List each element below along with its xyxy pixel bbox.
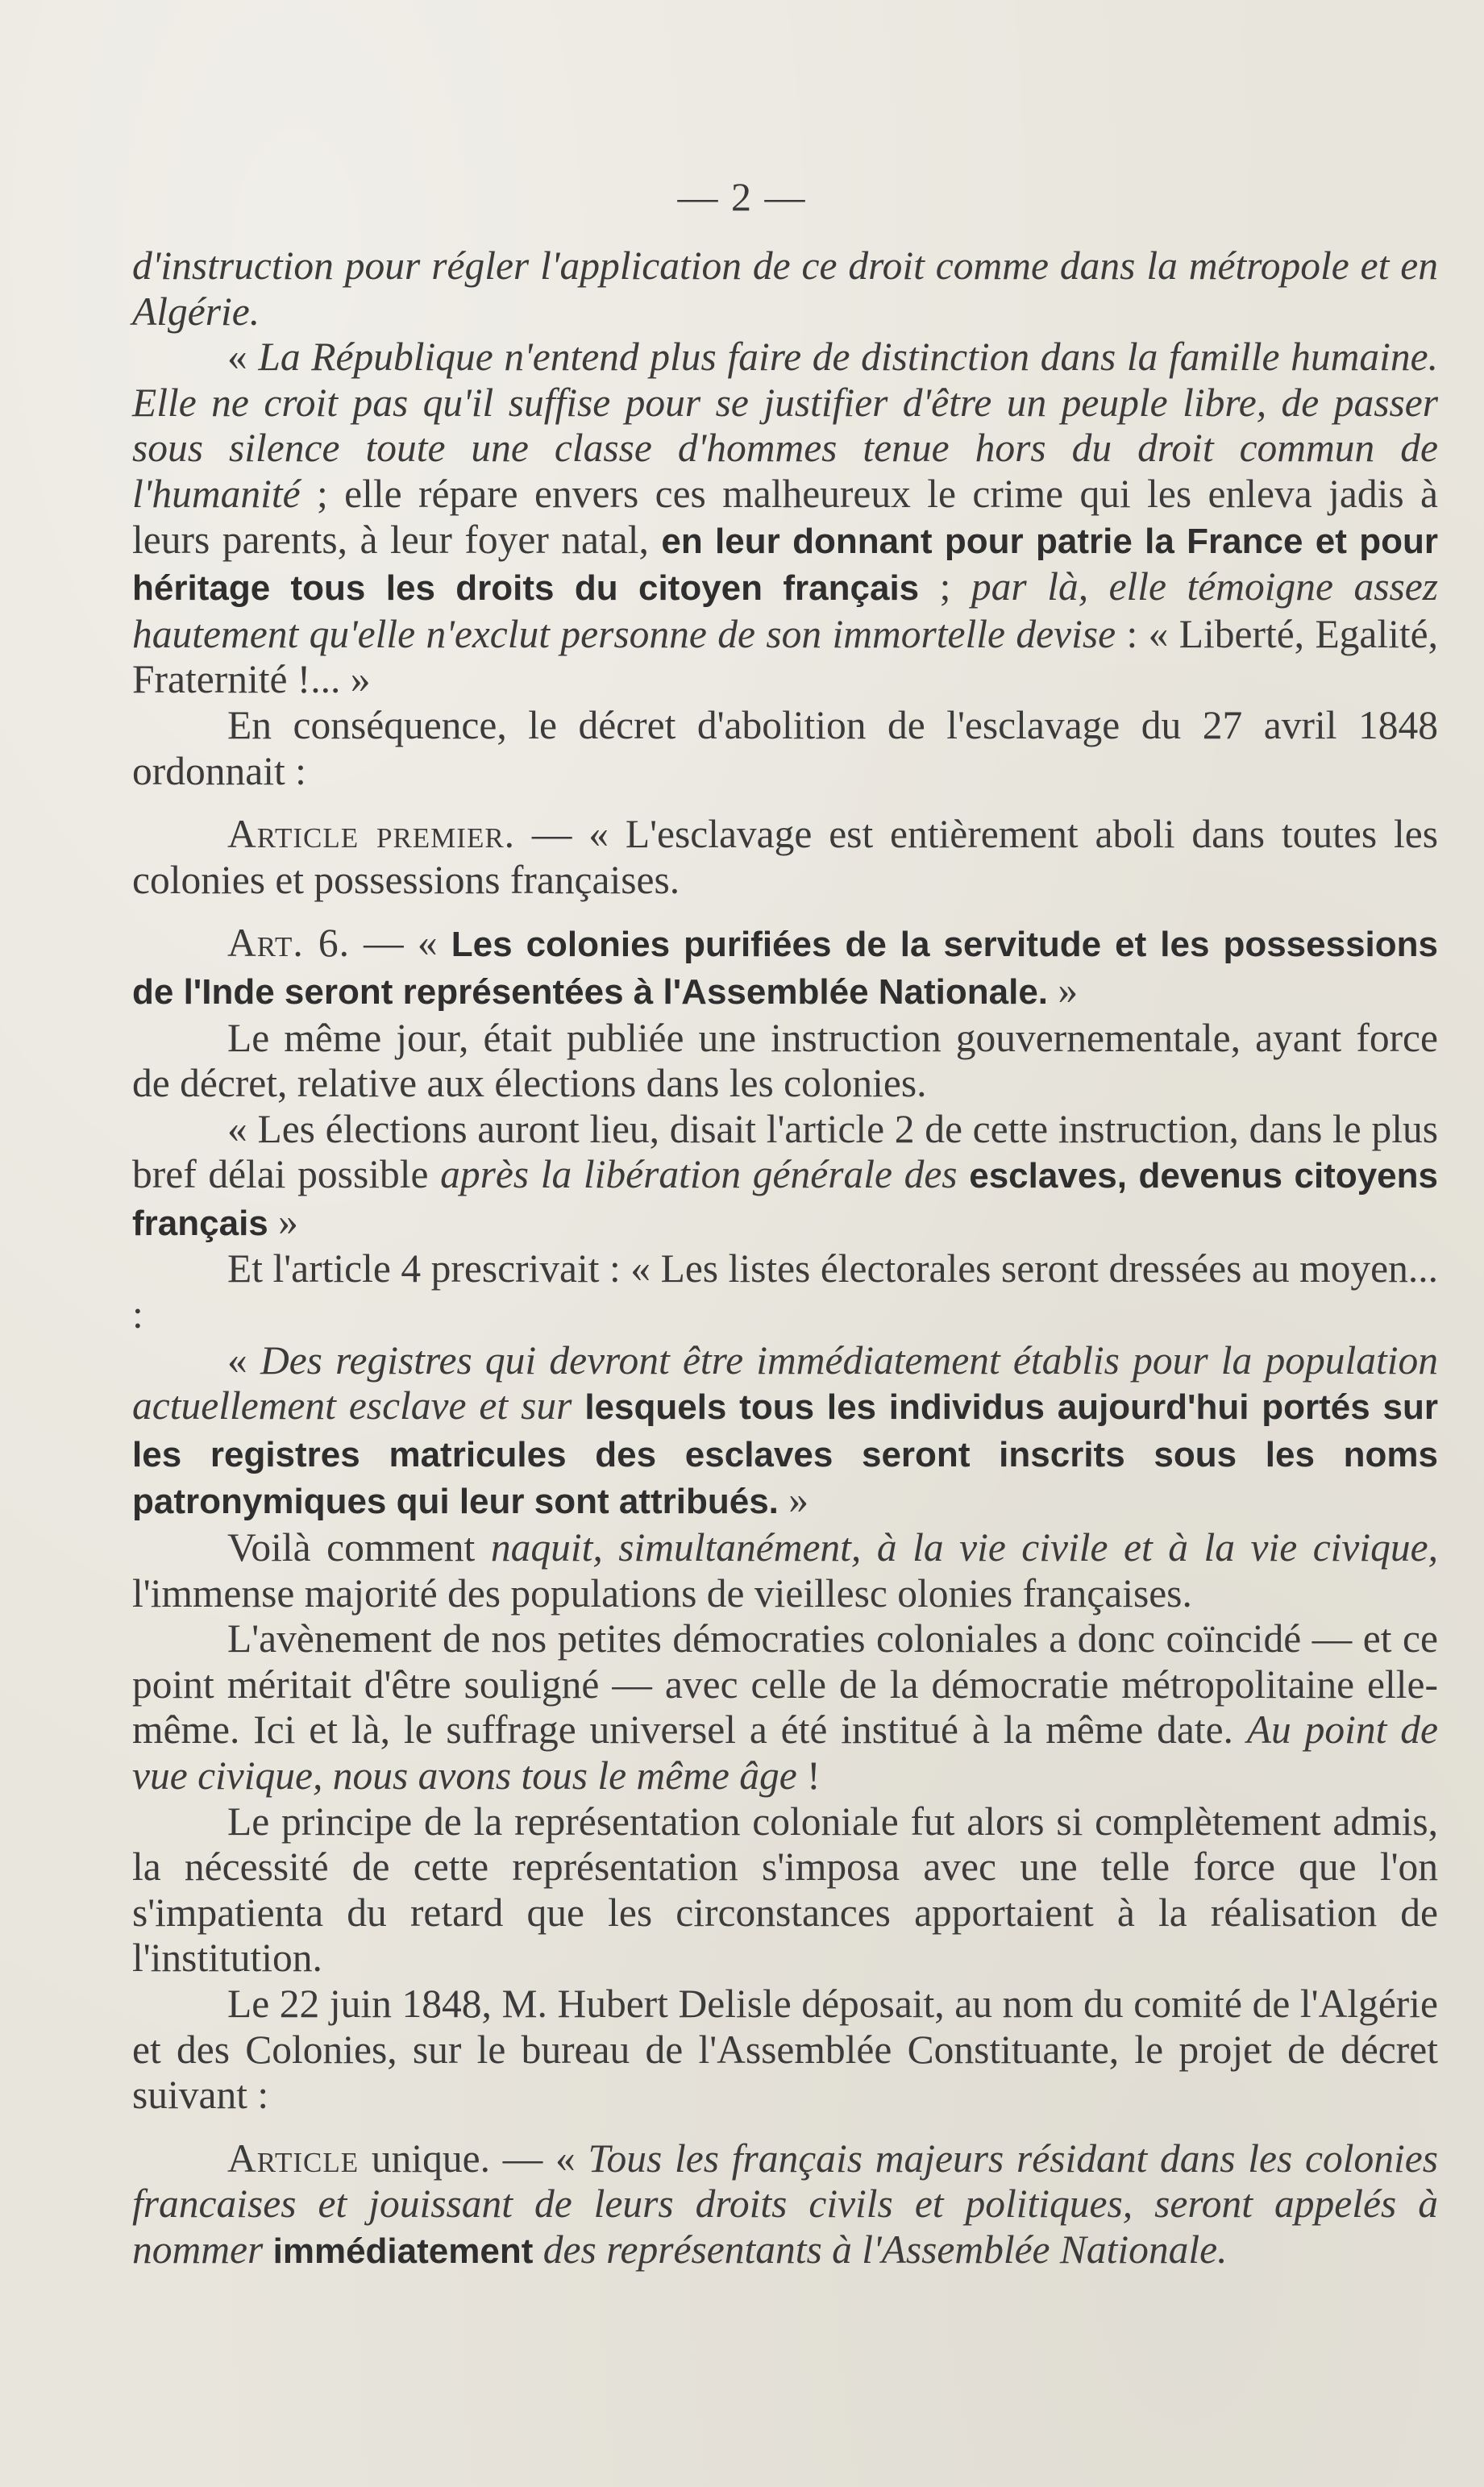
text-segment: lesquels tous les individus aujourd'hui portés sur les registres matricules des esclaves seront inscrits sous les noms patronymiques qui leur sont attribués. <box>132 1387 1439 1522</box>
paragraph <box>132 1616 1438 1799</box>
paragraph <box>132 1246 1438 1337</box>
text-segment <box>572 1383 584 1428</box>
text-segment: ; <box>919 564 971 609</box>
paragraph <box>132 335 1438 703</box>
text-segment: Art. 6. <box>227 921 351 966</box>
text-segment: ; elle répare envers ces malheureux le crime qui les enleva jadis à leurs parents, à leur foyer natal, <box>132 471 1438 562</box>
text-segment: — « L'esclavage est entièrement aboli dans toutes les colonies et possessions françaises. <box>132 812 1438 902</box>
text-segment <box>533 2227 542 2272</box>
text-segment: ! <box>796 1753 821 1798</box>
text-segment: » <box>1048 967 1079 1013</box>
text-segment <box>958 1152 970 1196</box>
paragraph <box>132 1525 1438 1616</box>
paragraph <box>132 1016 1438 1107</box>
page-number: — 2 — <box>677 174 807 219</box>
text-segment: unique. — « <box>359 2136 588 2181</box>
text-segment: L'avènement de nos petites démocraties coloniales a donc coïncidé — et ce point méritait d'être souligné — avec celle de la démocratie métropolitaine elle-même. Ici et là, le suffrage universel a été institué à la même date. <box>132 1616 1438 1753</box>
text-segment: » <box>268 1199 298 1244</box>
text-segment: Au point de vue civique, nous avons tous le même âge <box>132 1707 1438 1798</box>
paragraph <box>132 243 1438 335</box>
paragraph <box>132 2136 1438 2275</box>
text-segment: — « <box>350 921 451 966</box>
text-segment: Tous les français majeurs résidant dans les colonies francaises et jouissant de leurs droits civils et politiques, seront appelés à nommer <box>132 2136 1438 2272</box>
text-segment: En conséquence, le décret d'abolition de l'esclavage du 27 avril 1848 ordonnait : <box>132 702 1438 793</box>
text-segment: par là, elle témoigne assez hautement qu'elle n'exclut personne de son immortelle devise <box>132 564 1438 656</box>
text-segment: « Les élections auront lieu, disait l'article 2 de cette instruction, dans le plus bref délai possible <box>132 1106 1438 1197</box>
paragraph <box>132 1799 1438 1982</box>
paragraph <box>132 921 1438 1015</box>
paragraph <box>132 1107 1438 1247</box>
text-segment: naquit, simultanément, à la vie civile et à la vie civique, <box>490 1525 1439 1570</box>
text-segment: « <box>227 1337 260 1383</box>
text-segment <box>263 2227 272 2272</box>
text-segment: d'instruction pour régler l'application de ce droit comme dans la métropole et en Algérie. <box>132 243 1438 334</box>
text-segment: esclaves, devenus citoyens français <box>132 1156 1438 1243</box>
text-segment: immédiatement <box>272 2231 534 2271</box>
text-segment: après la libération générale des <box>440 1152 958 1197</box>
text-segment: des représentants à l'Assemblée Nationale. <box>542 2227 1228 2272</box>
body-text <box>132 243 1438 2275</box>
text-segment: La République n'entend plus faire de distinction dans la famille humaine. Elle ne croit pas qu'il suffise pour se justifier d'être un peuple libre, de passer sous silence toute une classe d'hommes tenue hors du droit commun de l'humanité <box>132 335 1439 516</box>
text-segment: : « Liberté, Egalité, Fraternité !... » <box>132 611 1439 702</box>
paragraph <box>132 812 1438 903</box>
text-segment: Et l'article 4 prescrivait : « Les listes électorales seront dressées au moyen... : <box>132 1246 1438 1337</box>
text-segment: Les colonies purifiées de la servitude et les possessions de l'Inde seront représentées à l'Assemblée Nationale. <box>132 925 1439 1012</box>
text-segment: en leur donnant pour patrie la France et pour héritage tous les droits du citoyen français <box>132 521 1439 609</box>
text-segment: Voilà comment <box>227 1525 491 1570</box>
paragraph <box>132 1338 1438 1525</box>
text-segment: Article premier. <box>227 812 516 857</box>
paragraph <box>132 703 1438 794</box>
paragraph <box>132 1982 1438 2119</box>
text-segment: » <box>778 1478 809 1523</box>
text-segment: Des registres qui devront être immédiatement établis pour la population actuellement esclave et sur <box>132 1337 1438 1429</box>
text-segment: l'immense majorité des populations de vieillesc olonies françaises. <box>132 1570 1192 1616</box>
text-segment: « <box>227 335 259 380</box>
text-segment: Le même jour, était publiée une instruction gouvernementale, ayant force de décret, relative aux élections dans les colonies. <box>132 1015 1438 1106</box>
text-segment: Le 22 juin 1848, M. Hubert Delisle déposait, au nom du comité de l'Algérie et des Colonies, sur le bureau de l'Assemblée Constituante, le projet de décret suivant : <box>132 1981 1438 2118</box>
text-segment: Le principe de la représentation coloniale fut alors si complètement admis, la nécessité de cette représentation s'imposa avec une telle force que l'on s'impatienta du retard que les circonstances apportaient à la réalisation de l'institution. <box>132 1799 1438 1981</box>
text-segment: Article <box>227 2136 360 2181</box>
